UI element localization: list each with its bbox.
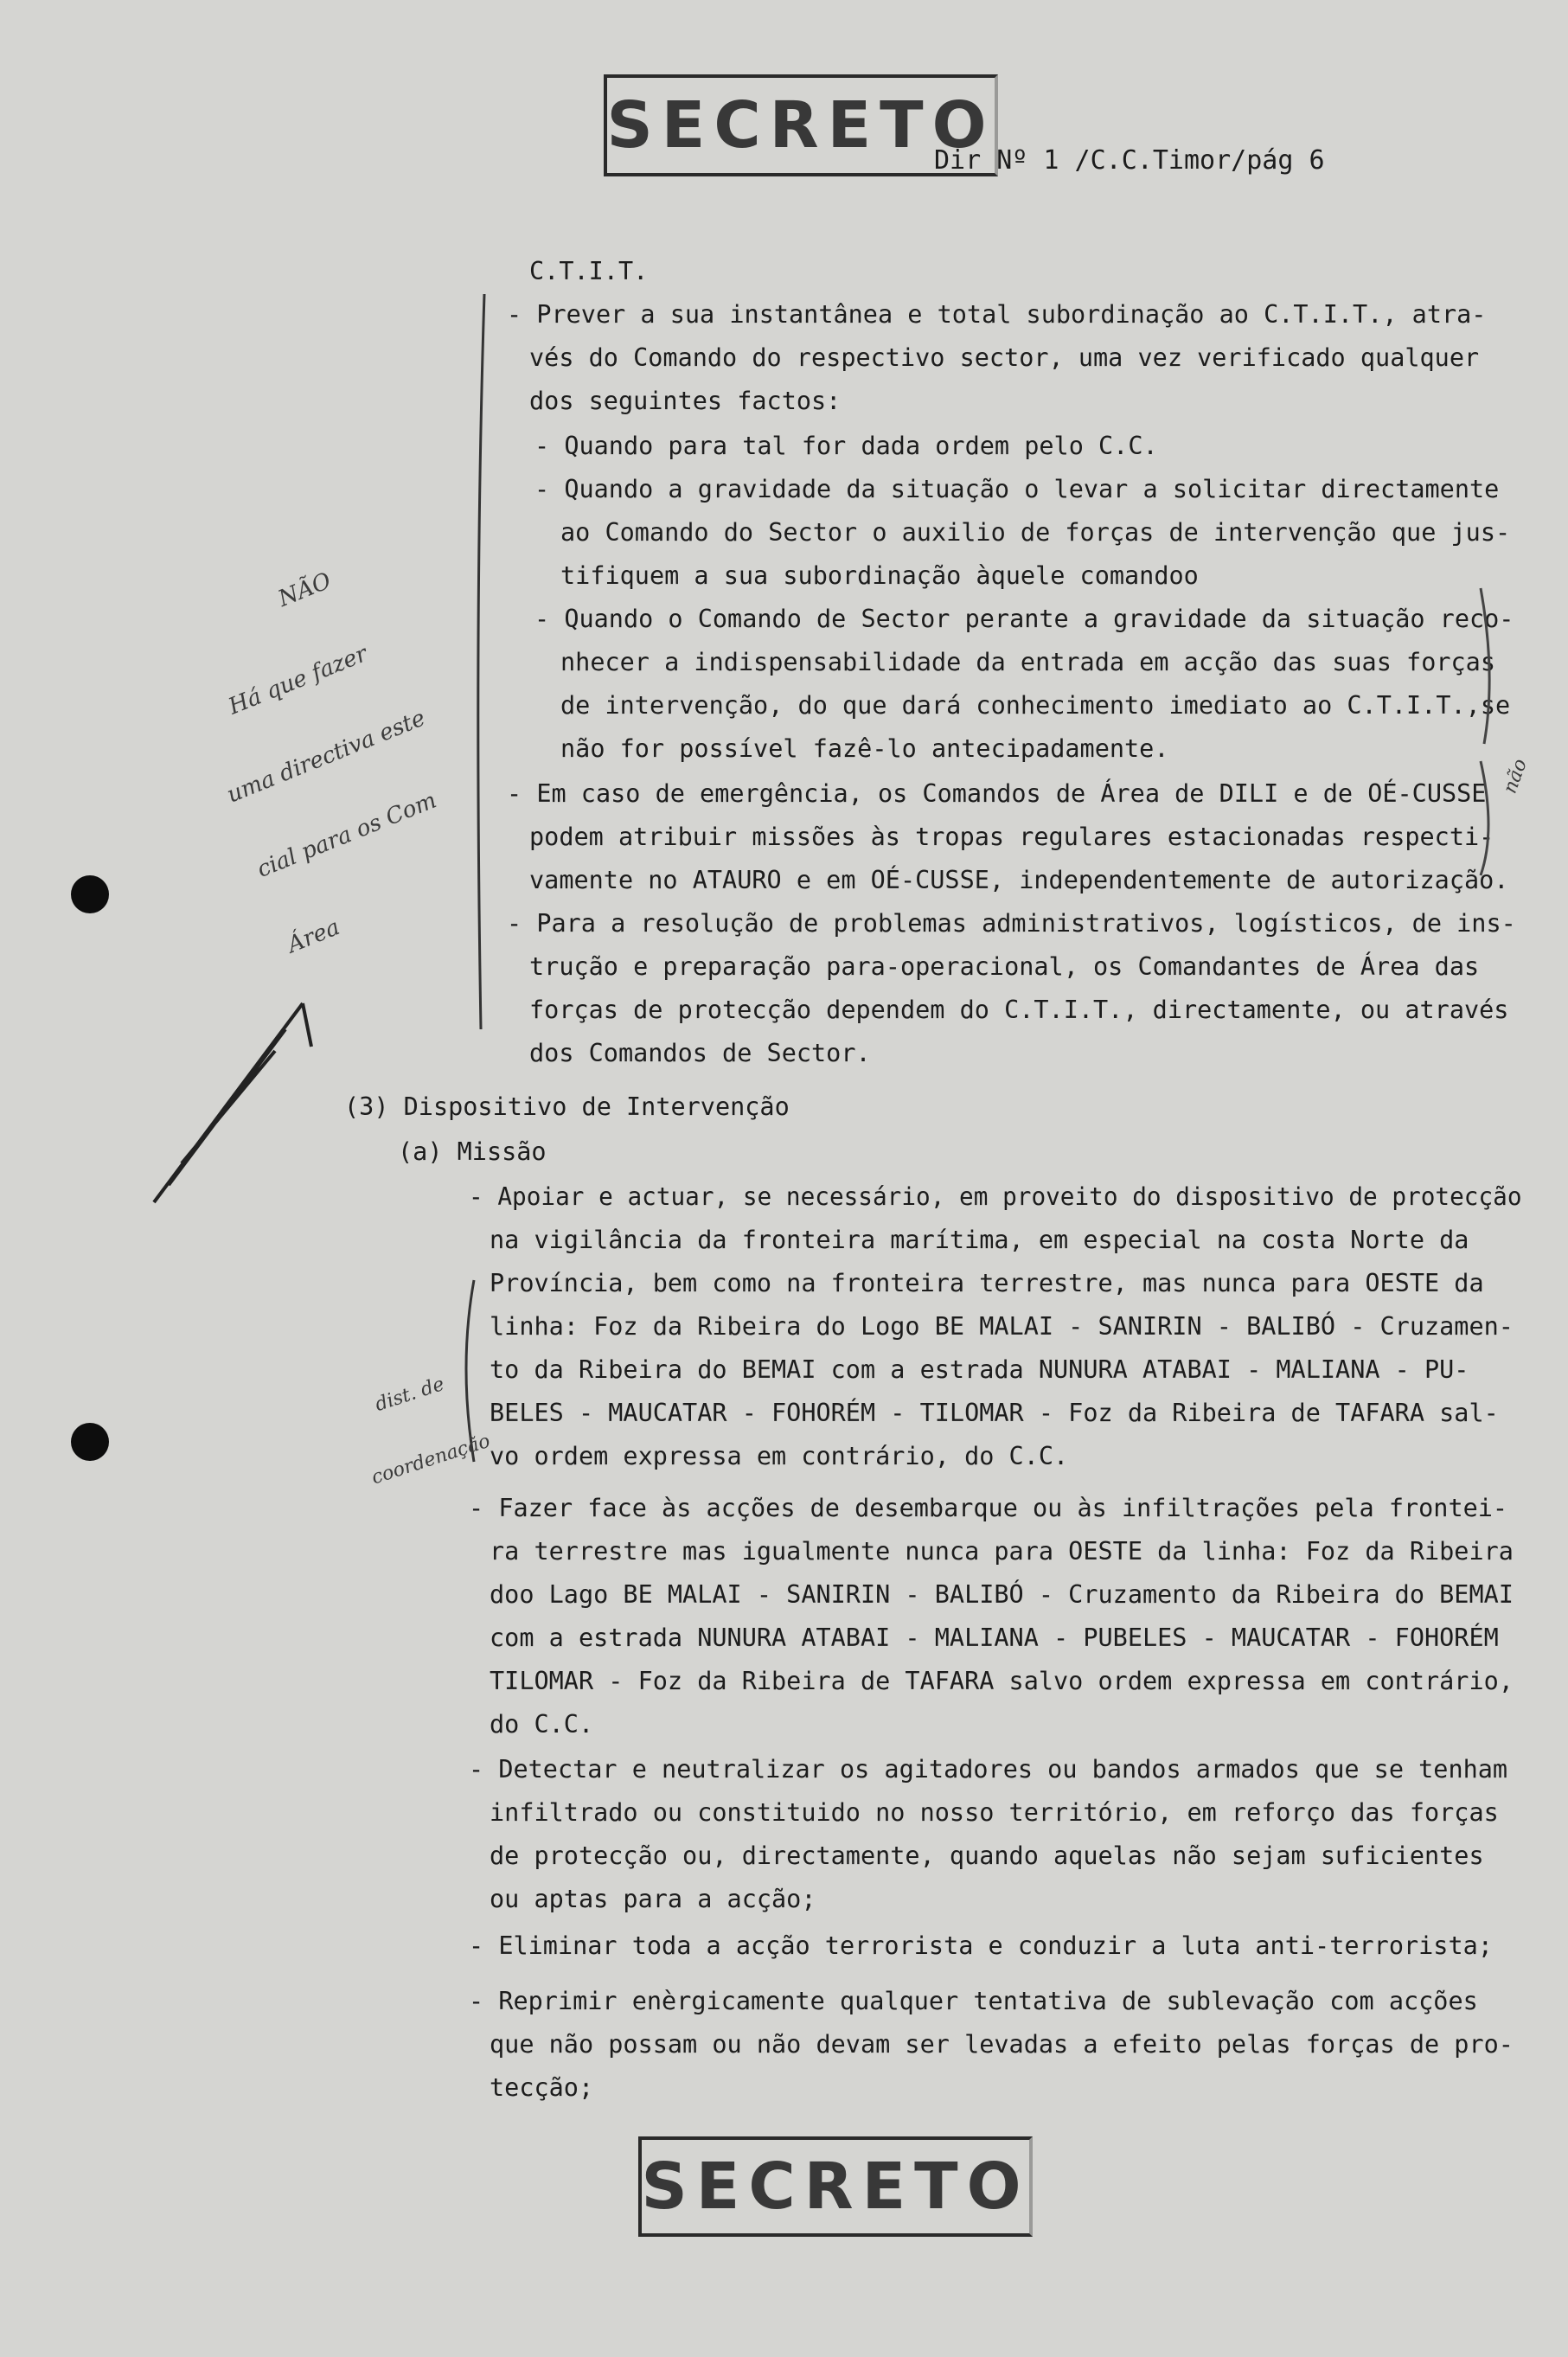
body-line: vés do Comando do respectivo sector, uma vez verificado qualquer <box>529 343 1480 372</box>
body-line: - Detectar e neutralizar os agitadores ou bandos armados que se tenham <box>469 1755 1508 1784</box>
body-line: tecção; <box>490 2073 594 2102</box>
body-line: TILOMAR - Foz da Ribeira de TAFARA salvo ordem expressa em contrário, <box>490 1667 1514 1695</box>
body-line: de intervenção, do que dará conhecimento imediato ao C.T.I.T.,se <box>560 691 1511 720</box>
margin-note-1-line-4: cial para os Com <box>253 787 441 883</box>
body-line: do C.C. <box>490 1710 594 1739</box>
margin-note-2-line-1: dist. de <box>372 1373 447 1416</box>
body-line: vamente no ATAURO e em OÉ-CUSSE, independentemente de autorização. <box>529 866 1509 894</box>
body-line: Província, bem como na fronteira terrestre, mas nunca para OESTE da <box>490 1269 1484 1297</box>
body-line: C.T.I.T. <box>529 257 649 285</box>
body-line: - Em caso de emergência, os Comandos de Área de DILI e de OÉ-CUSSE <box>507 779 1487 808</box>
body-line: (a) Missão <box>398 1137 547 1166</box>
body-line: doo Lago BE MALAI - SANIRIN - BALIBÓ - Cruzamento da Ribeira do BEMAI <box>490 1580 1514 1609</box>
body-line: podem atribuir missões às tropas regulares estacionadas respecti- <box>529 823 1494 851</box>
body-line: linha: Foz da Ribeira do Logo BE MALAI - SANIRIN - BALIBÓ - Cruzamen- <box>490 1312 1514 1341</box>
body-line: - Quando a gravidade da situação o levar a solicitar directamente <box>534 475 1500 503</box>
body-line: ou aptas para a acção; <box>490 1885 816 1913</box>
body-line: não for possível fazê-lo antecipadamente. <box>560 734 1169 763</box>
body-line: vo ordem expressa em contrário, do C.C. <box>490 1442 1069 1470</box>
body-line: ao Comando do Sector o auxilio de forças de intervenção que jus- <box>560 518 1511 547</box>
body-line: BELES - MAUCATAR - FOHORÉM - TILOMAR - Foz da Ribeira de TAFARA sal- <box>490 1399 1499 1427</box>
body-line: na vigilância da fronteira marítima, em especial na costa Norte da <box>490 1226 1469 1254</box>
body-line: ra terrestre mas igualmente nunca para OESTE da linha: Foz da Ribeira <box>490 1537 1514 1566</box>
body-line: com a estrada NUNURA ATABAI - MALIANA - PUBELES - MAUCATAR - FOHORÉM <box>490 1624 1499 1652</box>
strike-scribble <box>154 1003 311 1202</box>
body-line: (3) Dispositivo de Intervenção <box>344 1092 790 1121</box>
body-line: nhecer a indispensabilidade da entrada em acção das suas forças <box>560 648 1495 676</box>
secret-stamp-bottom <box>638 2136 1033 2237</box>
body-line: dos seguintes factos: <box>529 387 842 415</box>
body-line: trução e preparação para-operacional, os Comandantes de Área das <box>529 952 1480 981</box>
body-line: que não possam ou não devam ser levadas a efeito pelas forças de pro- <box>490 2030 1514 2059</box>
side-note: não <box>1499 756 1532 797</box>
body-line: tifiquem a sua subordinação àquele comandoo <box>560 561 1199 590</box>
right-bracket-2 <box>1481 761 1488 875</box>
secret-stamp-bottom-text: SECRETO <box>641 2149 1030 2224</box>
body-line: - Quando o Comando de Sector perante a gravidade da situação reco- <box>534 605 1514 633</box>
body-line: - Apoiar e actuar, se necessário, em proveito do dispositivo de protecção <box>469 1182 1522 1211</box>
body-line: - Fazer face às acções de desembarque ou às infiltrações pela frontei- <box>469 1494 1508 1522</box>
margin-note-1-line-1: NÃO <box>274 567 336 613</box>
body-line: infiltrado ou constituido no nosso território, em reforço das forças <box>490 1798 1499 1827</box>
body-line: - Prever a sua instantânea e total subordinação ao C.T.I.T., atra- <box>507 300 1487 329</box>
body-line: - Reprimir enèrgicamente qualquer tentativa de sublevação com acções <box>469 1987 1478 2015</box>
margin-note-1-line-5: Área <box>284 913 343 958</box>
body-line: - Eliminar toda a acção terrorista e conduzir a luta anti-terrorista; <box>469 1931 1493 1960</box>
margin-note-2-line-2: coordenação <box>368 1430 493 1489</box>
secret-stamp-top-text: SECRETO <box>606 88 995 163</box>
body-line: forças de protecção dependem do C.T.I.T., directamente, ou através <box>529 996 1509 1024</box>
body-line: dos Comandos de Sector. <box>529 1039 871 1067</box>
margin-note-1-line-2: Há que fazer <box>225 640 372 721</box>
body-line: to da Ribeira do BEMAI com a estrada NUNURA ATABAI - MALIANA - PU- <box>490 1355 1469 1384</box>
right-bracket <box>1481 588 1489 744</box>
body-line: de protecção ou, directamente, quando aquelas não sejam suficientes <box>490 1841 1484 1870</box>
body-line: - Para a resolução de problemas administrativos, logísticos, de ins- <box>507 909 1516 938</box>
margin-note-1-line-3: uma directiva este <box>223 704 429 809</box>
document-reference: Dir Nº 1 /C.C.Timor/pág 6 <box>934 145 1325 176</box>
body-line: - Quando para tal for dada ordem pelo C.C. <box>534 432 1158 460</box>
